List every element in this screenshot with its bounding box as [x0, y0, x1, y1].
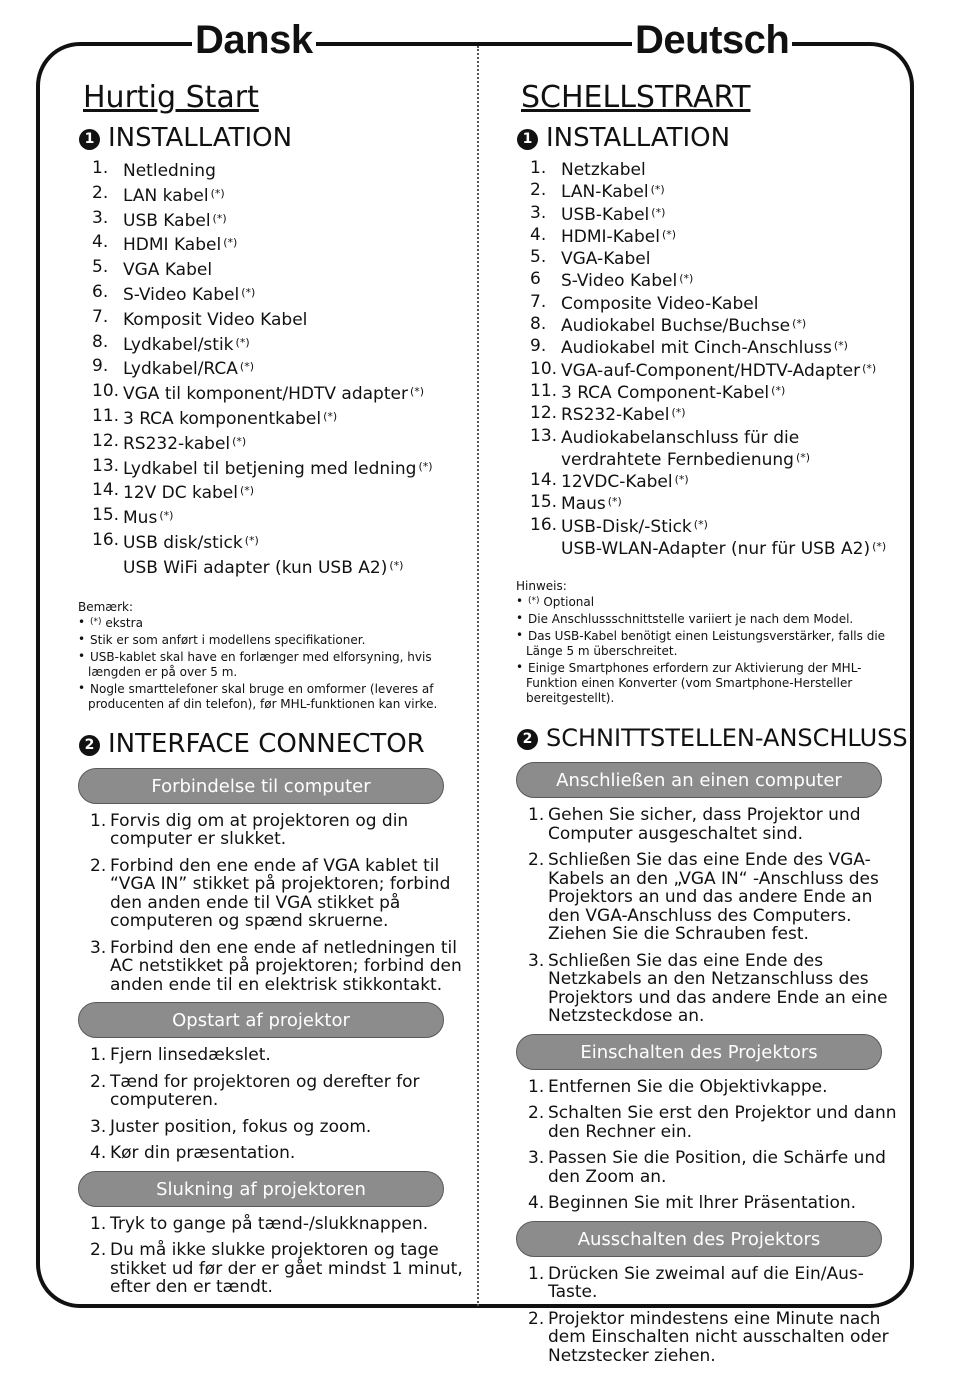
list-item — [92, 356, 476, 381]
item-number: 12. — [530, 403, 558, 424]
list-item — [92, 282, 476, 307]
deutsch-notes — [516, 579, 909, 706]
item-number: 14. — [530, 470, 558, 491]
item-number: 4. — [92, 232, 109, 253]
step-item — [528, 1265, 909, 1302]
note-text: Stik er som anført i modellens specifikationer. — [90, 632, 366, 647]
step-text: Gehen Sie sicher, dass Projektor und Computer ausgeschaltet sind. — [548, 805, 861, 844]
subsection-header: Einschalten des Projektors — [516, 1034, 882, 1070]
step-number: 3. — [528, 950, 545, 971]
list-item — [530, 492, 909, 514]
steps-list — [76, 812, 476, 995]
optional-marker: (*) — [241, 285, 256, 299]
number-badge-icon: 1 — [517, 129, 538, 150]
optional-marker: (*) — [862, 361, 877, 375]
number-badge-icon: 2 — [79, 735, 100, 756]
optional-marker: (*) — [323, 409, 338, 423]
step-item — [90, 1144, 476, 1163]
list-item — [530, 158, 909, 180]
list-item — [530, 203, 909, 225]
item-number: 10. — [92, 381, 120, 402]
step-text: Forvis dig om at projektoren og din computer er slukket. — [110, 810, 409, 850]
optional-marker: (*) — [210, 186, 225, 200]
step-item — [90, 1215, 476, 1234]
step-number: 2. — [528, 1308, 545, 1329]
steps-list — [514, 806, 909, 1026]
note-item — [78, 632, 476, 648]
list-item — [92, 530, 476, 555]
optional-marker: (*) — [239, 484, 255, 498]
note-text: Nogle smarttelefoner skal bruge en omformer (leveres af producenten af din telefon), før MHL-funktionen kan virke. — [88, 681, 438, 711]
list-item — [530, 225, 909, 247]
step-number: 1. — [90, 810, 107, 831]
notes-heading: Hinweis: — [516, 579, 567, 594]
note-item — [78, 615, 476, 631]
item-number: 6. — [92, 281, 109, 302]
note-text: Einige Smartphones erfordern zur Aktivierung der MHL-Funktion einen Konverter (vom Smartphone-Hersteller bereitgestellt). — [526, 661, 862, 706]
number-badge-icon: 2 — [517, 729, 538, 750]
step-number: 2. — [90, 1071, 107, 1092]
item-label: Maus — [561, 494, 606, 515]
step-item — [90, 939, 476, 995]
dansk-connector-heading — [79, 728, 476, 760]
optional-marker: (*) — [90, 616, 102, 627]
note-text: ekstra — [101, 615, 143, 630]
note-item — [516, 628, 909, 659]
deutsch-title: SCHELLSTRART — [521, 80, 751, 115]
list-item — [92, 480, 476, 505]
dansk-notes — [78, 600, 476, 712]
deutsch-parts-list — [514, 158, 909, 559]
step-item — [528, 1104, 909, 1141]
list-item — [530, 269, 909, 291]
item-label: Composite Video-Kabel — [561, 293, 759, 314]
list-item — [92, 406, 476, 431]
subsection-header: Anschließen an einen computer — [516, 762, 882, 798]
item-label: Audiokabel mit Cinch-Anschluss — [561, 338, 832, 359]
step-number: 1. — [528, 1263, 545, 1284]
step-item — [528, 952, 909, 1026]
note-item — [78, 681, 476, 712]
optional-marker: (*) — [409, 385, 425, 399]
language-title-dansk: Dansk — [192, 16, 316, 64]
item-number: 14. — [92, 480, 120, 501]
list-item — [530, 515, 909, 537]
item-number: 16. — [530, 514, 558, 535]
item-label: Lydkabel/stik — [123, 334, 234, 355]
list-item — [530, 314, 909, 336]
step-text: Schließen Sie das eine Ende des Netzkabels an den Netzanschluss des Projektors und das andere Ende an eine Netzsteckdose an. — [548, 950, 888, 1027]
item-number: 2. — [530, 180, 547, 201]
step-number: 2. — [528, 850, 545, 871]
note-item — [516, 660, 909, 706]
list-item — [92, 158, 476, 183]
step-text: Forbind den ene ende af VGA kablet til “VGA IN” stikket på projektoren; forbind den anden ende til VGA stikket på computeren og spænd skruerne. — [110, 855, 451, 932]
step-text: Tænd for projektoren og derefter for computeren. — [110, 1071, 420, 1111]
list-item — [92, 332, 476, 357]
optional-marker: (*) — [674, 473, 689, 487]
item-label: VGA til komponent/HDTV adapter — [123, 384, 408, 405]
deutsch-install-heading — [517, 122, 909, 154]
item-label: Netzkabel — [561, 160, 646, 180]
notes-list — [516, 594, 909, 706]
list-item — [530, 470, 909, 492]
item-label: Mus — [123, 508, 158, 529]
optional-marker: (*) — [528, 596, 540, 607]
item-number: 9. — [92, 356, 109, 377]
step-item — [90, 1073, 476, 1110]
item-number: 8. — [92, 331, 109, 352]
optional-marker: (*) — [792, 317, 807, 331]
item-label: 3 RCA Component-Kabel — [561, 382, 770, 403]
list-item — [530, 403, 909, 425]
section-heading-text: INSTALLATION — [546, 123, 731, 153]
list-item — [92, 381, 476, 406]
deutsch-column — [514, 72, 909, 1373]
item-number: 15. — [92, 505, 120, 526]
list-item — [92, 257, 476, 282]
dansk-column — [76, 72, 476, 1305]
item-number: 12. — [92, 430, 120, 451]
list-item — [530, 336, 909, 358]
list-item — [92, 307, 476, 332]
list-item — [92, 431, 476, 456]
notes-list — [78, 615, 476, 712]
number-badge-icon: 1 — [79, 129, 100, 150]
list-item — [92, 555, 476, 580]
item-label: verdrahtete Fernbedienung — [561, 449, 794, 470]
item-label: USB-Disk/-Stick — [561, 516, 692, 537]
item-number: 5. — [530, 247, 547, 268]
item-number: 7. — [92, 306, 109, 327]
step-item — [90, 1046, 476, 1065]
list-item — [530, 426, 909, 448]
list-item — [530, 292, 909, 314]
step-number: 3. — [90, 1116, 107, 1137]
step-item — [528, 851, 909, 944]
item-number: 9. — [530, 336, 547, 357]
language-title-deutsch: Deutsch — [632, 16, 792, 64]
optional-marker: (*) — [795, 450, 811, 464]
item-number: 15. — [530, 492, 558, 513]
list-item — [530, 537, 909, 559]
step-number: 2. — [90, 855, 107, 876]
note-item — [78, 649, 476, 680]
optional-marker: (*) — [651, 205, 666, 219]
step-text: Forbind den ene ende af netledningen til AC netstikket på projektoren; forbind den anden ende til en elektrisk stikkontakt. — [110, 937, 462, 995]
step-text: Schließen Sie das eine Ende des VGA-Kabels an den „VGA IN“ -Anschluss des Projektors an und das andere Ende an den VGA-Anschluss des Computers. Ziehen Sie die Schrauben fest. — [548, 850, 879, 945]
list-item — [92, 232, 476, 257]
note-text: Das USB-Kabel benötigt einen Leistungsverstärker, falls die Länge 5 m überschreitet. — [526, 629, 886, 659]
step-text: Kør din præsentation. — [110, 1143, 296, 1164]
optional-marker: (*) — [244, 533, 259, 547]
item-number: 5. — [92, 257, 109, 278]
item-label: S-Video Kabel — [561, 271, 678, 292]
item-label: VGA-Kabel — [561, 249, 651, 270]
item-number: 1. — [92, 158, 109, 178]
optional-marker: (*) — [671, 406, 686, 420]
item-number: 11. — [92, 405, 120, 426]
steps-list — [76, 1046, 476, 1163]
item-number: 13. — [92, 455, 120, 476]
note-item — [516, 594, 909, 610]
list-item — [530, 359, 909, 381]
optional-marker: (*) — [872, 540, 887, 554]
step-text: Projektor mindestens eine Minute nach dem Einschalten nicht ausschalten oder Netzstecker ziehen. — [548, 1308, 889, 1366]
list-item — [530, 180, 909, 202]
step-number: 1. — [528, 805, 545, 826]
optional-marker: (*) — [239, 360, 254, 374]
item-label: S-Video Kabel — [123, 284, 240, 305]
step-number: 1. — [90, 1045, 107, 1066]
subsection-header: Opstart af projektor — [78, 1002, 444, 1038]
list-item — [530, 247, 909, 269]
step-number: 1. — [528, 1076, 545, 1097]
steps-list — [514, 1078, 909, 1213]
step-item — [528, 1149, 909, 1186]
item-label: RS232-kabel — [123, 433, 231, 454]
step-item — [90, 1118, 476, 1137]
item-label: USB WiFi adapter (kun USB A2) — [123, 557, 388, 578]
optional-marker: (*) — [661, 227, 677, 241]
optional-marker: (*) — [833, 339, 848, 353]
step-number: 4. — [90, 1143, 107, 1164]
item-number: 6 — [530, 269, 541, 290]
item-number: 13. — [530, 425, 558, 446]
item-number: 16. — [92, 529, 120, 550]
step-text: Du må ikke slukke projektoren og tage stikket ud før der er gået mindst 1 minut, efter den er tændt. — [110, 1240, 463, 1298]
item-label: Lydkabel/RCA — [123, 359, 238, 380]
step-number: 2. — [528, 1103, 545, 1124]
optional-marker: (*) — [650, 183, 665, 197]
item-number: 3. — [530, 202, 547, 223]
item-number: 7. — [530, 291, 547, 312]
item-number: 1. — [530, 158, 547, 178]
item-number: 4. — [530, 224, 547, 245]
optional-marker: (*) — [693, 517, 708, 531]
item-label: HDMI-Kabel — [561, 226, 660, 247]
item-number: 2. — [92, 182, 109, 203]
optional-marker: (*) — [607, 495, 622, 509]
section-heading-text: SCHNITTSTELLEN-ANSCHLUSS — [546, 724, 908, 753]
notes-heading: Bemærk: — [78, 599, 134, 614]
item-label: USB disk/stick — [123, 532, 243, 553]
item-label: Audiokabelanschluss für die — [561, 427, 800, 448]
item-label: RS232-Kabel — [561, 405, 670, 426]
note-text: USB-kablet skal have en forlænger med elforsyning, hvis længden er på over 5 m. — [88, 649, 432, 679]
step-text: Drücken Sie zweimal auf die Ein/Aus-Taste. — [548, 1263, 864, 1303]
column-divider — [477, 46, 479, 1306]
optional-marker: (*) — [232, 434, 247, 448]
dansk-parts-list — [76, 158, 476, 580]
item-label: LAN-Kabel — [561, 182, 649, 203]
optional-marker: (*) — [212, 211, 227, 225]
item-label: USB-WLAN-Adapter (nur für USB A2) — [561, 539, 871, 560]
section-heading-text: INTERFACE CONNECTOR — [108, 728, 425, 759]
item-label: LAN kabel — [123, 185, 209, 206]
dansk-install-heading — [79, 122, 476, 154]
item-label: 12V DC kabel — [123, 483, 238, 504]
note-text: Optional — [539, 595, 595, 610]
item-label: 12VDC-Kabel — [561, 472, 673, 493]
dansk-connector-groups — [76, 768, 476, 1297]
step-item — [528, 1078, 909, 1097]
item-label: HDMI Kabel — [123, 235, 222, 256]
step-item — [528, 1194, 909, 1213]
step-item — [528, 1310, 909, 1366]
deutsch-connector-groups — [514, 762, 909, 1365]
step-item — [90, 812, 476, 849]
steps-list — [76, 1215, 476, 1297]
optional-marker: (*) — [235, 335, 250, 349]
steps-list — [514, 1265, 909, 1366]
optional-marker: (*) — [159, 509, 174, 523]
item-label: 3 RCA komponentkabel — [123, 408, 322, 429]
step-text: Schalten Sie erst den Projektor und dann den Rechner ein. — [548, 1103, 897, 1142]
subsection-header: Slukning af projektoren — [78, 1171, 444, 1207]
step-number: 2. — [90, 1240, 107, 1261]
item-number: 8. — [530, 314, 547, 335]
step-item — [90, 857, 476, 931]
step-text: Juster position, fokus og zoom. — [110, 1116, 372, 1137]
list-item — [92, 456, 476, 481]
step-text: Fjern linsedækslet. — [110, 1045, 271, 1066]
step-text: Beginnen Sie mit lhrer Präsentation. — [548, 1193, 857, 1214]
list-item — [92, 505, 476, 530]
subsection-header: Ausschalten des Projektors — [516, 1221, 882, 1257]
step-text: Tryk to gange på tænd-/slukknappen. — [110, 1213, 429, 1234]
step-number: 1. — [90, 1213, 107, 1234]
step-number: 3. — [90, 937, 107, 958]
item-label: Audiokabel Buchse/Buchse — [561, 316, 791, 337]
optional-marker: (*) — [389, 558, 404, 572]
step-text: Entfernen Sie die Objektivkappe. — [548, 1076, 828, 1097]
deutsch-connector-heading — [517, 722, 909, 754]
note-item — [516, 611, 909, 627]
step-text: Passen Sie die Position, die Schärfe und den Zoom an. — [548, 1148, 886, 1187]
item-label: VGA Kabel — [123, 260, 213, 281]
list-item — [92, 183, 476, 208]
list-item — [92, 208, 476, 233]
list-item — [530, 381, 909, 403]
item-number: 10. — [530, 358, 558, 379]
item-label: Netledning — [123, 161, 216, 181]
optional-marker: (*) — [418, 459, 433, 473]
item-label: USB Kabel — [123, 210, 211, 231]
step-item — [528, 806, 909, 843]
step-number: 4. — [528, 1193, 545, 1214]
note-text: Die Anschlussschnittstelle variiert je nach dem Model. — [528, 612, 854, 627]
item-label: Komposit Video Kabel — [123, 309, 308, 330]
item-label: USB-Kabel — [561, 204, 650, 225]
item-label: VGA-auf-Component/HDTV-Adapter — [561, 360, 861, 381]
optional-marker: (*) — [771, 383, 786, 397]
item-number: 11. — [530, 380, 558, 401]
list-item — [530, 448, 909, 470]
item-label: Lydkabel til betjening med ledning — [123, 458, 417, 479]
dansk-title: Hurtig Start — [83, 80, 259, 115]
step-number: 3. — [528, 1148, 545, 1169]
subsection-header: Forbindelse til computer — [78, 768, 444, 804]
item-number: 3. — [92, 207, 109, 228]
section-heading-text: INSTALLATION — [108, 123, 293, 153]
step-item — [90, 1241, 476, 1297]
optional-marker: (*) — [223, 236, 238, 250]
optional-marker: (*) — [679, 272, 694, 286]
